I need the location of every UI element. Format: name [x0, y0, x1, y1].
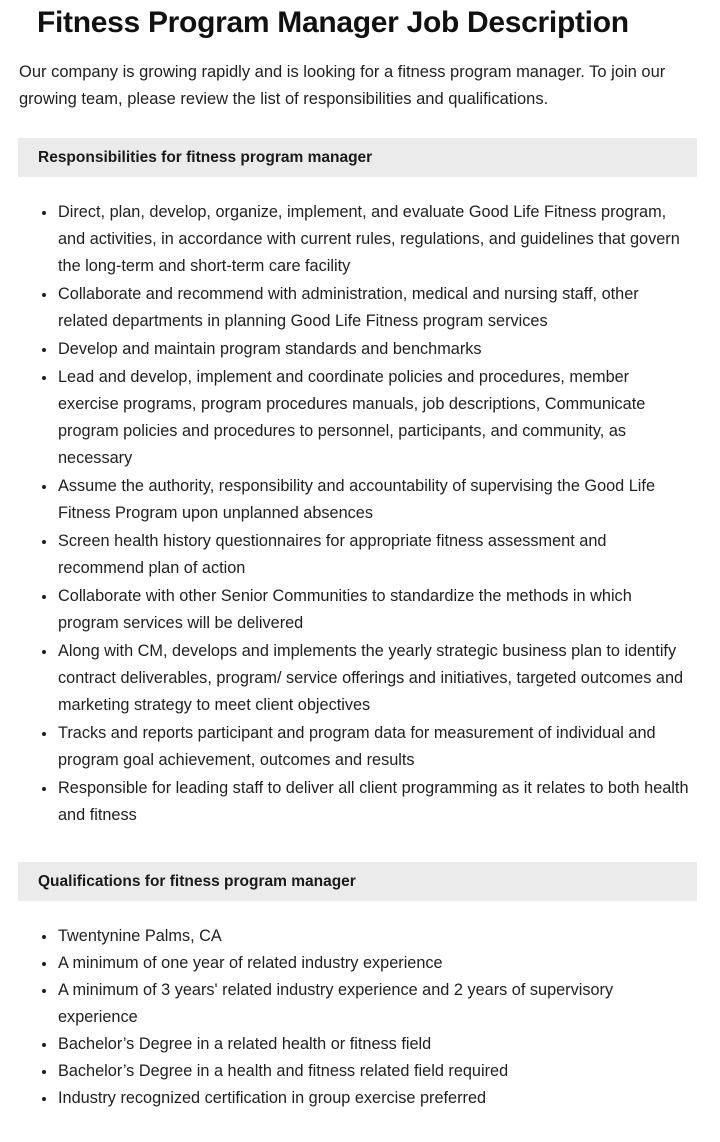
section-header-responsibilities	[18, 138, 697, 177]
list-item: Tracks and reports participant and program data for measurement of individual and program goal achievement, outcomes and results	[0, 720, 692, 774]
spacer-above-responsibilities	[0, 113, 720, 138]
responsibilities-list	[0, 177, 720, 829]
list-item: Responsible for leading staff to deliver all client programming as it relates to both health and fitness	[0, 775, 692, 829]
list-item: Develop and maintain program standards and benchmarks	[0, 336, 692, 363]
section-heading-label: Responsibilities for fitness program manager	[38, 148, 373, 166]
list-item: Direct, plan, develop, organize, implement, and evaluate Good Life Fitness program, and activities, in accordance with current rules, regulations, and guidelines that govern the long-term and short-term care facility	[0, 199, 692, 280]
list-item: Lead and develop, implement and coordinate policies and procedures, member exercise programs, program procedures manuals, job descriptions, Communicate program policies and procedures to personnel, participants, and community, as necessary	[0, 364, 692, 472]
list-item: Assume the authority, responsibility and accountability of supervising the Good Life Fitness Program upon unplanned absences	[0, 473, 692, 527]
bottom-spacer	[0, 1112, 720, 1142]
list-item: Screen health history questionnaires for appropriate fitness assessment and recommend plan of action	[0, 528, 692, 582]
list-item: Along with CM, develops and implements the yearly strategic business plan to identify contract deliverables, program/ service offerings and initiatives, targeted outcomes and marketing strategy to meet client objectives	[0, 638, 692, 719]
list-item: A minimum of one year of related industry experience	[0, 950, 692, 977]
intro-paragraph: Our company is growing rapidly and is looking for a fitness program manager. To join our growing team, please review the list of responsibilities and qualifications.	[19, 63, 666, 108]
list-item: A minimum of 3 years' related industry experience and 2 years of supervisory experience	[0, 977, 692, 1031]
list-item: Bachelor’s Degree in a health and fitness related field required	[0, 1058, 692, 1085]
list-item: Industry recognized certification in group exercise preferred	[0, 1085, 692, 1112]
list-item: Twentynine Palms, CA	[0, 923, 692, 950]
section-heading-label: Qualifications for fitness program manager	[38, 872, 356, 890]
list-item: Bachelor’s Degree in a related health or fitness field	[0, 1031, 692, 1058]
section-header-qualifications	[18, 862, 697, 901]
list-item: Collaborate with other Senior Communities to standardize the methods in which program services will be delivered	[0, 583, 692, 637]
list-item: Collaborate and recommend with administration, medical and nursing staff, other related departments in planning Good Life Fitness program services	[0, 281, 692, 335]
page-title: Fitness Program Manager Job Description	[37, 6, 629, 39]
qualifications-list	[0, 901, 720, 1112]
spacer-above-qualifications	[0, 830, 720, 862]
